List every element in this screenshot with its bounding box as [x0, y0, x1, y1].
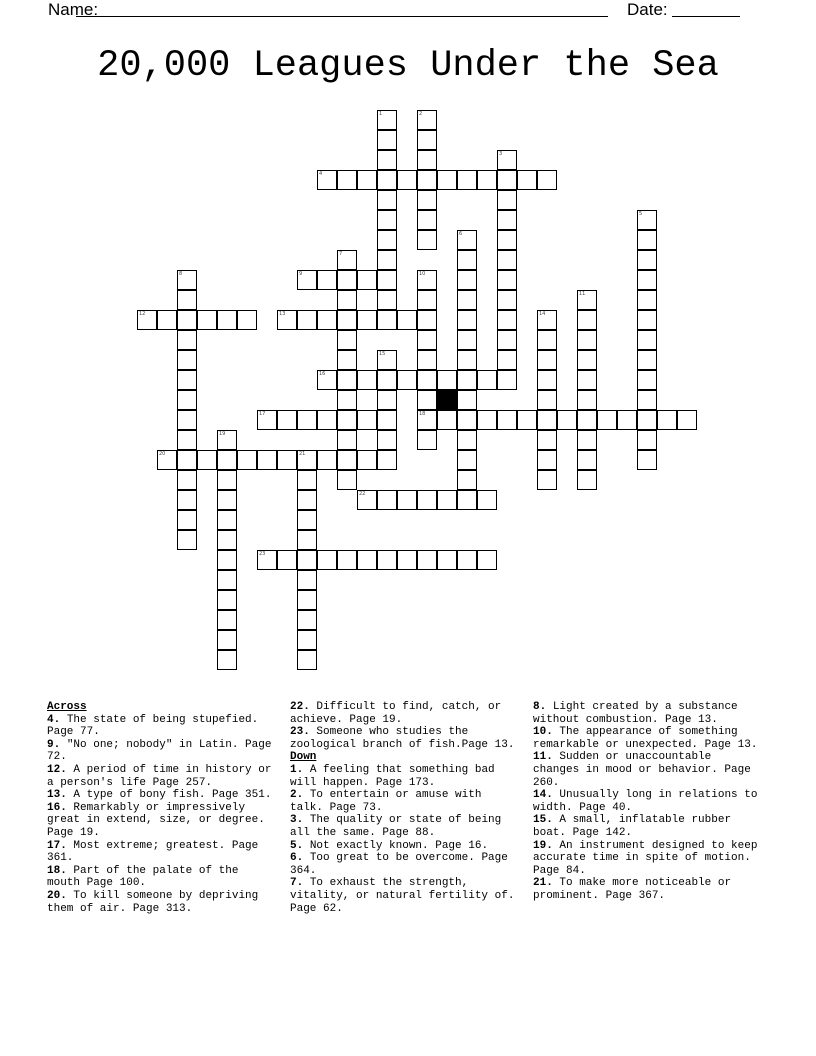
grid-cell[interactable]	[497, 290, 517, 310]
grid-cell[interactable]	[377, 370, 397, 390]
grid-cell[interactable]	[537, 450, 557, 470]
grid-cell[interactable]	[577, 350, 597, 370]
grid-cell[interactable]	[537, 370, 557, 390]
clue-number: 13	[279, 311, 286, 317]
grid-cell[interactable]	[417, 170, 437, 190]
grid-cell[interactable]	[497, 190, 517, 210]
grid-cell[interactable]	[457, 470, 477, 490]
grid-cell[interactable]	[497, 350, 517, 370]
grid-cell[interactable]	[457, 410, 477, 430]
grid-cell[interactable]	[577, 310, 597, 330]
date-label: Date:	[627, 0, 668, 19]
grid-cell[interactable]	[637, 230, 657, 250]
grid-cell[interactable]	[357, 450, 377, 470]
grid-cell[interactable]	[457, 270, 477, 290]
grid-cell[interactable]	[337, 270, 357, 290]
grid-cell[interactable]	[457, 230, 477, 250]
grid-cell[interactable]	[177, 510, 197, 530]
grid-cell[interactable]	[217, 530, 237, 550]
grid-cell[interactable]	[577, 330, 597, 350]
grid-cell[interactable]	[297, 590, 317, 610]
grid-cell[interactable]	[417, 350, 437, 370]
clue-number: 9	[299, 271, 303, 277]
grid-cell[interactable]	[377, 150, 397, 170]
grid-cell[interactable]	[217, 570, 237, 590]
clue-number: 18	[419, 411, 426, 417]
clue-number: 5	[639, 211, 643, 217]
grid-cell[interactable]	[597, 410, 617, 430]
grid-cell[interactable]	[297, 490, 317, 510]
grid-cell[interactable]	[357, 170, 377, 190]
grid-cell[interactable]	[417, 490, 437, 510]
grid-cell[interactable]	[417, 270, 437, 290]
grid-cell[interactable]	[457, 350, 477, 370]
grid-block-cell	[437, 390, 457, 410]
grid-cell[interactable]	[377, 490, 397, 510]
grid-cell[interactable]	[417, 550, 437, 570]
grid-cell[interactable]	[457, 330, 477, 350]
grid-cell[interactable]	[317, 370, 337, 390]
grid-cell[interactable]	[177, 350, 197, 370]
grid-cell[interactable]	[637, 430, 657, 450]
grid-cell[interactable]	[237, 310, 257, 330]
grid-cell[interactable]	[337, 470, 357, 490]
grid-cell[interactable]	[297, 610, 317, 630]
clue-number: 4	[319, 171, 323, 177]
grid-cell[interactable]	[457, 430, 477, 450]
grid-cell[interactable]	[317, 170, 337, 190]
grid-cell[interactable]	[397, 170, 417, 190]
clue-number: 12	[139, 311, 146, 317]
grid-cell[interactable]	[377, 290, 397, 310]
grid-cell[interactable]	[477, 370, 497, 390]
grid-cell[interactable]	[337, 430, 357, 450]
grid-cell[interactable]	[417, 210, 437, 230]
clues-column-3	[533, 701, 763, 903]
clue-down-2: 2. To entertain or amuse with talk. Page 73.	[290, 789, 482, 814]
grid-cell[interactable]	[537, 410, 557, 430]
grid-cell[interactable]	[637, 210, 657, 230]
grid-cell[interactable]	[297, 470, 317, 490]
grid-cell[interactable]	[317, 550, 337, 570]
grid-cell[interactable]	[637, 290, 657, 310]
grid-cell[interactable]	[357, 490, 377, 510]
grid-cell[interactable]	[497, 230, 517, 250]
clue-across-12: 12. A period of time in history or a person's life Page 257.	[47, 763, 272, 789]
grid-cell[interactable]	[497, 170, 517, 190]
grid-cell[interactable]	[437, 370, 457, 390]
clue-number: 20	[159, 451, 166, 457]
grid-cell[interactable]	[497, 370, 517, 390]
grid-cell[interactable]	[517, 410, 537, 430]
clue-down-5: 5. Not exactly known. Page 16.	[290, 839, 489, 852]
grid-cell[interactable]	[417, 290, 437, 310]
grid-cell[interactable]	[577, 450, 597, 470]
grid-cell[interactable]	[197, 450, 217, 470]
grid-cell[interactable]	[337, 290, 357, 310]
clues-column-1	[47, 701, 277, 915]
grid-cell[interactable]	[357, 370, 377, 390]
grid-cell[interactable]	[177, 310, 197, 330]
clue-down-1: 1. A feeling that something bad will happen. Page 173.	[290, 763, 495, 789]
grid-cell[interactable]	[157, 450, 177, 470]
grid-cell[interactable]	[337, 410, 357, 430]
grid-cell[interactable]	[417, 370, 437, 390]
clue-number: 19	[219, 431, 226, 437]
grid-cell[interactable]	[657, 410, 677, 430]
grid-cell[interactable]	[177, 330, 197, 350]
grid-cell[interactable]	[217, 610, 237, 630]
grid-cell[interactable]	[417, 330, 437, 350]
grid-cell[interactable]	[637, 270, 657, 290]
grid-cell[interactable]	[177, 450, 197, 470]
clue-across-4: 4. The state of being stupefied. Page 77.	[47, 713, 259, 739]
grid-cell[interactable]	[417, 150, 437, 170]
grid-cell[interactable]	[217, 310, 237, 330]
grid-cell[interactable]	[577, 470, 597, 490]
grid-cell[interactable]	[637, 250, 657, 270]
grid-cell[interactable]	[177, 410, 197, 430]
grid-cell[interactable]	[437, 490, 457, 510]
grid-cell[interactable]	[437, 550, 457, 570]
grid-cell[interactable]	[177, 490, 197, 510]
grid-cell[interactable]	[397, 310, 417, 330]
grid-cell[interactable]	[257, 410, 277, 430]
clue-number: 3	[499, 151, 503, 157]
grid-cell[interactable]	[377, 450, 397, 470]
grid-cell[interactable]	[377, 190, 397, 210]
clue-down-10: 10. The appearance of something remarkable or unexpected. Page 13.	[533, 726, 758, 751]
grid-cell[interactable]	[197, 310, 217, 330]
grid-cell[interactable]	[357, 270, 377, 290]
clue-across-16: 16. Remarkably or impressively great in extend, size, or degree. Page 19.	[47, 801, 265, 839]
grid-cell[interactable]	[437, 410, 457, 430]
grid-cell[interactable]	[457, 310, 477, 330]
grid-cell[interactable]	[457, 390, 477, 410]
grid-cell[interactable]	[377, 230, 397, 250]
grid-cell[interactable]	[177, 430, 197, 450]
clue-number: 21	[299, 451, 306, 457]
grid-cell[interactable]	[497, 330, 517, 350]
grid-cell[interactable]	[377, 430, 397, 450]
grid-cell[interactable]	[337, 370, 357, 390]
grid-cell[interactable]	[577, 370, 597, 390]
clues-column-2	[290, 701, 520, 915]
grid-cell[interactable]	[577, 410, 597, 430]
grid-cell[interactable]	[397, 550, 417, 570]
clue-down-6: 6. Too great to be overcome. Page 364.	[290, 852, 508, 877]
clue-number: 10	[419, 271, 426, 277]
grid-cell[interactable]	[297, 450, 317, 470]
grid-cell[interactable]	[437, 170, 457, 190]
grid-cell[interactable]	[377, 310, 397, 330]
grid-cell[interactable]	[537, 170, 557, 190]
grid-cell[interactable]	[257, 450, 277, 470]
grid-cell[interactable]	[477, 410, 497, 430]
grid-cell[interactable]	[457, 170, 477, 190]
grid-cell[interactable]	[217, 430, 237, 450]
clue-number: 14	[539, 311, 546, 317]
grid-cell[interactable]	[637, 450, 657, 470]
clue-across-22: 22. Difficult to find, catch, or achieve. Page 19.	[290, 701, 502, 726]
across-heading: Across	[47, 701, 87, 713]
grid-cell[interactable]	[457, 370, 477, 390]
grid-cell[interactable]	[517, 170, 537, 190]
grid-cell[interactable]	[217, 470, 237, 490]
grid-cell[interactable]	[637, 370, 657, 390]
grid-cell[interactable]	[637, 330, 657, 350]
grid-cell[interactable]	[457, 490, 477, 510]
grid-cell[interactable]	[497, 250, 517, 270]
clue-number: 16	[319, 371, 326, 377]
grid-cell[interactable]	[217, 630, 237, 650]
grid-cell[interactable]	[477, 170, 497, 190]
grid-cell[interactable]	[377, 170, 397, 190]
grid-cell[interactable]	[377, 390, 397, 410]
clue-down-8: 8. Light created by a substance without combustion. Page 13.	[533, 701, 738, 726]
grid-cell[interactable]	[217, 550, 237, 570]
grid-cell[interactable]	[337, 170, 357, 190]
grid-cell[interactable]	[457, 550, 477, 570]
clue-number: 2	[419, 111, 423, 117]
clue-number: 17	[259, 411, 266, 417]
grid-cell[interactable]	[177, 290, 197, 310]
grid-cell[interactable]	[637, 350, 657, 370]
grid-cell[interactable]	[357, 410, 377, 430]
grid-cell[interactable]	[177, 470, 197, 490]
grid-cell[interactable]	[577, 290, 597, 310]
grid-cell[interactable]	[337, 350, 357, 370]
clue-down-14: 14. Unusually long in relations to width. Page 40.	[533, 789, 758, 814]
clue-across-18: 18. Part of the palate of the mouth Page 100.	[47, 864, 239, 890]
grid-cell[interactable]	[277, 550, 297, 570]
grid-cell[interactable]	[577, 430, 597, 450]
grid-cell[interactable]	[237, 450, 257, 470]
clue-across-13: 13. A type of bony fish. Page 351.	[47, 789, 272, 802]
clue-number: 7	[339, 251, 343, 257]
grid-cell[interactable]	[497, 310, 517, 330]
grid-cell[interactable]	[417, 410, 437, 430]
name-label: Name:	[48, 0, 99, 19]
grid-cell[interactable]	[137, 310, 157, 330]
grid-cell[interactable]	[357, 550, 377, 570]
grid-cell[interactable]	[217, 650, 237, 670]
grid-cell[interactable]	[317, 450, 337, 470]
grid-cell[interactable]	[397, 490, 417, 510]
grid-cell[interactable]	[337, 450, 357, 470]
grid-cell[interactable]	[417, 230, 437, 250]
grid-cell[interactable]	[457, 290, 477, 310]
grid-cell[interactable]	[617, 410, 637, 430]
grid-cell[interactable]	[537, 310, 557, 330]
clue-number: 15	[379, 351, 386, 357]
clue-across-23: 23. Someone who studies the zoological branch of fish.Page 13.	[290, 726, 515, 751]
grid-cell[interactable]	[337, 550, 357, 570]
grid-cell[interactable]	[337, 310, 357, 330]
grid-cell[interactable]	[637, 410, 657, 430]
grid-cell[interactable]	[297, 410, 317, 430]
grid-cell[interactable]	[217, 490, 237, 510]
grid-cell[interactable]	[377, 130, 397, 150]
grid-cell[interactable]	[277, 410, 297, 430]
grid-cell[interactable]	[177, 390, 197, 410]
clue-number: 23	[259, 551, 266, 557]
grid-cell[interactable]	[417, 110, 437, 130]
clue-down-11: 11. Sudden or unaccountable changes in mood or behavior. Page 260.	[533, 751, 751, 789]
clue-number: 8	[179, 271, 183, 277]
clue-down-19: 19. An instrument designed to keep accurate time in spite of motion. Page 84.	[533, 839, 758, 877]
grid-cell[interactable]	[537, 430, 557, 450]
grid-cell[interactable]	[417, 390, 437, 410]
clue-down-15: 15. A small, inflatable rubber boat. Page 142.	[533, 814, 732, 839]
clue-number: 11	[579, 291, 586, 297]
grid-cell[interactable]	[337, 330, 357, 350]
clue-down-21: 21. To make more noticeable or prominent. Page 367.	[533, 877, 732, 902]
grid-cell[interactable]	[317, 310, 337, 330]
grid-cell[interactable]	[297, 310, 317, 330]
grid-cell[interactable]	[157, 310, 177, 330]
grid-cell[interactable]	[537, 350, 557, 370]
grid-cell[interactable]	[417, 310, 437, 330]
grid-cell[interactable]	[537, 390, 557, 410]
clue-across-17: 17. Most extreme; greatest. Page 361.	[47, 839, 259, 865]
clue-across-20: 20. To kill someone by depriving them of air. Page 313.	[47, 889, 259, 915]
grid-cell[interactable]	[217, 590, 237, 610]
grid-cell[interactable]	[497, 410, 517, 430]
grid-cell[interactable]	[297, 570, 317, 590]
grid-cell[interactable]	[297, 530, 317, 550]
clue-down-3: 3. The quality or state of being all the same. Page 88.	[290, 814, 502, 839]
grid-cell[interactable]	[257, 550, 277, 570]
clue-number: 1	[379, 111, 383, 117]
grid-cell[interactable]	[537, 330, 557, 350]
grid-cell[interactable]	[477, 490, 497, 510]
grid-cell[interactable]	[277, 310, 297, 330]
clue-across-9: 9. "No one; nobody" in Latin. Page 72.	[47, 738, 272, 764]
grid-cell[interactable]	[457, 450, 477, 470]
grid-cell[interactable]	[297, 550, 317, 570]
grid-cell[interactable]	[377, 270, 397, 290]
clue-down-7: 7. To exhaust the strength, vitality, or natural fertility of. Page 62.	[290, 877, 515, 915]
grid-cell[interactable]	[477, 550, 497, 570]
grid-cell[interactable]	[317, 410, 337, 430]
clue-number: 22	[359, 491, 366, 497]
grid-cell[interactable]	[677, 410, 697, 430]
grid-cell[interactable]	[637, 310, 657, 330]
grid-cell[interactable]	[417, 430, 437, 450]
grid-cell[interactable]	[377, 250, 397, 270]
grid-cell[interactable]	[557, 410, 577, 430]
grid-cell[interactable]	[217, 510, 237, 530]
grid-cell[interactable]	[337, 250, 357, 270]
grid-cell[interactable]	[177, 370, 197, 390]
grid-cell[interactable]	[377, 410, 397, 430]
grid-cell[interactable]	[377, 110, 397, 130]
clue-number: 6	[459, 231, 463, 237]
grid-cell[interactable]	[217, 450, 237, 470]
grid-cell[interactable]	[397, 370, 417, 390]
grid-cell[interactable]	[317, 270, 337, 290]
grid-cell[interactable]	[357, 310, 377, 330]
grid-cell[interactable]	[297, 630, 317, 650]
grid-cell[interactable]	[377, 350, 397, 370]
puzzle-title: 20,000 Leagues Under the Sea	[97, 45, 719, 87]
grid-cell[interactable]	[537, 470, 557, 490]
grid-cell[interactable]	[277, 450, 297, 470]
grid-cell[interactable]	[297, 650, 317, 670]
down-heading: Down	[290, 751, 317, 764]
grid-cell[interactable]	[377, 210, 397, 230]
grid-cell[interactable]	[337, 390, 357, 410]
grid-cell[interactable]	[377, 550, 397, 570]
grid-cell[interactable]	[297, 270, 317, 290]
grid-cell[interactable]	[297, 510, 317, 530]
grid-cell[interactable]	[177, 530, 197, 550]
grid-cell[interactable]	[457, 250, 477, 270]
grid-cell[interactable]	[417, 130, 437, 150]
grid-cell[interactable]	[637, 390, 657, 410]
grid-cell[interactable]	[577, 390, 597, 410]
grid-cell[interactable]	[497, 270, 517, 290]
grid-cell[interactable]	[417, 190, 437, 210]
grid-cell[interactable]	[497, 210, 517, 230]
grid-cell[interactable]	[497, 150, 517, 170]
grid-cell[interactable]	[177, 270, 197, 290]
